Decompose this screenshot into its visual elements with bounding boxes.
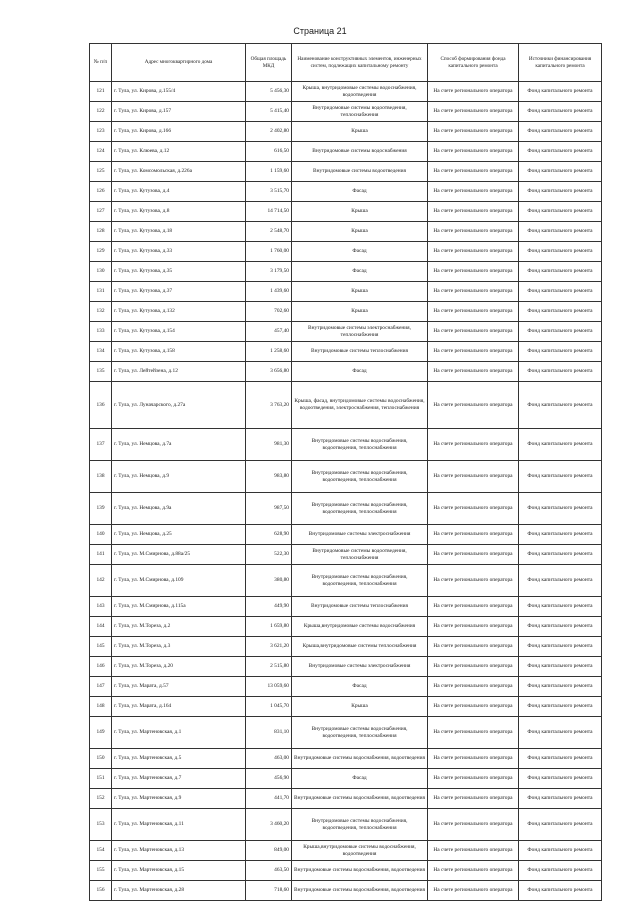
row-address: г. Тула, ул. Кутузова, д.158 (112, 342, 246, 362)
row-works: Крыша, фасад, внутридомовые системы водоснабжения, водоотведения, электроснабжения, теплоснабжения (292, 382, 428, 429)
row-address: г. Тула, ул. Немцова, д.9а (112, 493, 246, 525)
row-address: г. Тула, ул. Кутузова, д.132 (112, 302, 246, 322)
row-address: г. Тула, ул. Кутузова, д.4 (112, 182, 246, 202)
row-works: Фасад (292, 242, 428, 262)
page-title: Страница 21 (293, 26, 347, 36)
row-source: Фонд капитального ремонта (519, 461, 602, 493)
row-num: 156 (90, 881, 112, 901)
row-area: 987,50 (246, 493, 292, 525)
row-method: На счете регионального оператора (428, 222, 519, 242)
row-area: 5 456,30 (246, 82, 292, 102)
table-row (90, 597, 602, 617)
row-source: Фонд капитального ремонта (519, 242, 602, 262)
row-address: г. Тула, ул. Мартеновская, д.11 (112, 809, 246, 841)
row-area: 463,50 (246, 861, 292, 881)
row-source: Фонд капитального ремонта (519, 202, 602, 222)
row-num: 142 (90, 565, 112, 597)
row-num: 143 (90, 597, 112, 617)
row-address: г. Тула, ул. М.Тореза, д.20 (112, 657, 246, 677)
row-address: г. Тула, ул. М.Смирнова, д.109 (112, 565, 246, 597)
row-area: 3 621,20 (246, 637, 292, 657)
row-address: г. Тула, ул. Мартеновская, д.13 (112, 841, 246, 861)
row-works: Внутридомовые системы водоотведения (292, 162, 428, 182)
row-method: На счете регионального оператора (428, 809, 519, 841)
header-works: Наименование конструктивных элементов, инженерных систем, подлежащих капитальному ремонту (292, 44, 428, 82)
header-address: Адрес многоквартирного дома (112, 44, 246, 82)
row-area: 831,10 (246, 717, 292, 749)
row-area: 380,80 (246, 565, 292, 597)
table-row (90, 162, 602, 182)
row-source: Фонд капитального ремонта (519, 302, 602, 322)
row-method: На счете регионального оператора (428, 162, 519, 182)
row-num: 137 (90, 429, 112, 461)
row-source: Фонд капитального ремонта (519, 322, 602, 342)
row-works: Внутридомовые системы водоснабжения, водоотведения (292, 881, 428, 901)
table-row (90, 102, 602, 122)
row-num: 153 (90, 809, 112, 841)
row-num: 129 (90, 242, 112, 262)
row-area: 3 763,20 (246, 382, 292, 429)
row-num: 126 (90, 182, 112, 202)
row-address: г. Тула, ул. Кутузова, д.37 (112, 282, 246, 302)
row-source: Фонд капитального ремонта (519, 809, 602, 841)
row-source: Фонд капитального ремонта (519, 222, 602, 242)
row-area: 3 515,70 (246, 182, 292, 202)
row-area: 5 415,40 (246, 102, 292, 122)
row-num: 139 (90, 493, 112, 525)
row-method: На счете регионального оператора (428, 429, 519, 461)
table-row (90, 382, 602, 429)
row-address: г. Тула, ул. М.Смирнова, д.88а/25 (112, 545, 246, 565)
row-num: 150 (90, 749, 112, 769)
row-area: 1 659,80 (246, 617, 292, 637)
table-row (90, 461, 602, 493)
row-method: На счете регионального оператора (428, 302, 519, 322)
row-num: 146 (90, 657, 112, 677)
row-works: Внутридомовые системы водоснабжения, водоотведения, теплоснабжения (292, 429, 428, 461)
row-method: На счете регионального оператора (428, 242, 519, 262)
row-works: Фасад (292, 262, 428, 282)
row-area: 1 159,60 (246, 162, 292, 182)
row-address: г. Тула, ул. Луначарского, д.27а (112, 382, 246, 429)
table-row (90, 545, 602, 565)
row-area: 616,50 (246, 142, 292, 162)
row-source: Фонд капитального ремонта (519, 102, 602, 122)
row-address: г. Тула, ул. Кутузова, д.18 (112, 222, 246, 242)
row-source: Фонд капитального ремонта (519, 82, 602, 102)
row-method: На счете регионального оператора (428, 362, 519, 382)
header-num: № п/п (90, 44, 112, 82)
row-address: г. Тула, ул. Кутузова, д.35 (112, 262, 246, 282)
table-row (90, 617, 602, 637)
row-method: На счете регионального оператора (428, 382, 519, 429)
row-works: Внутридомовые системы водоотведения, теплоснабжения (292, 102, 428, 122)
row-method: На счете регионального оператора (428, 717, 519, 749)
row-address: г. Тула, ул. Клюева, д.12 (112, 142, 246, 162)
row-method: На счете регионального оператора (428, 677, 519, 697)
row-works: Крыша,внутридомовые системы водоснабжения, водоотведения (292, 841, 428, 861)
row-source: Фонд капитального ремонта (519, 881, 602, 901)
table-row (90, 142, 602, 162)
row-source: Фонд капитального ремонта (519, 789, 602, 809)
row-works: Внутридомовые системы электроснабжения (292, 657, 428, 677)
row-works: Крыша,внутридомовые системы теплоснабжения (292, 637, 428, 657)
row-method: На счете регионального оператора (428, 82, 519, 102)
row-method: На счете регионального оператора (428, 122, 519, 142)
table-row (90, 677, 602, 697)
row-address: г. Тула, ул. Кирова, д.157 (112, 102, 246, 122)
row-method: На счете регионального оператора (428, 322, 519, 342)
row-method: На счете регионального оператора (428, 617, 519, 637)
row-works: Внутридомовые системы теплоснабжения (292, 342, 428, 362)
row-num: 133 (90, 322, 112, 342)
table-row (90, 262, 602, 282)
row-area: 14 714,50 (246, 202, 292, 222)
row-area: 2 548,70 (246, 222, 292, 242)
row-num: 134 (90, 342, 112, 362)
row-address: г. Тула, ул. М.Тореза, д.3 (112, 637, 246, 657)
table-row (90, 717, 602, 749)
row-source: Фонд капитального ремонта (519, 122, 602, 142)
row-works: Крыша (292, 202, 428, 222)
row-works: Крыша (292, 222, 428, 242)
table-row (90, 769, 602, 789)
row-source: Фонд капитального ремонта (519, 697, 602, 717)
row-method: На счете регионального оператора (428, 545, 519, 565)
row-method: На счете регионального оператора (428, 525, 519, 545)
row-method: На счете регионального оператора (428, 789, 519, 809)
table-row (90, 881, 602, 901)
row-method: На счете регионального оператора (428, 493, 519, 525)
row-num: 138 (90, 461, 112, 493)
table-row (90, 242, 602, 262)
row-method: На счете регионального оператора (428, 182, 519, 202)
row-address: г. Тула, ул. Кутузова, д.33 (112, 242, 246, 262)
row-works: Внутридомовые системы водоснабжения, водоотведения (292, 861, 428, 881)
row-num: 128 (90, 222, 112, 242)
row-source: Фонд капитального ремонта (519, 493, 602, 525)
table-row (90, 342, 602, 362)
row-num: 148 (90, 697, 112, 717)
table-row (90, 637, 602, 657)
row-works: Крыша,внутридомовые системы водоснабжения (292, 617, 428, 637)
row-method: На счете регионального оператора (428, 282, 519, 302)
table-row (90, 202, 602, 222)
row-area: 456,90 (246, 769, 292, 789)
row-source: Фонд капитального ремонта (519, 637, 602, 657)
table-row (90, 749, 602, 769)
row-address: г. Тула, ул. Мартеновская, д.9 (112, 789, 246, 809)
row-method: На счете регионального оператора (428, 749, 519, 769)
row-address: г. Тула, ул. Кутузова, д.154 (112, 322, 246, 342)
row-method: На счете регионального оператора (428, 697, 519, 717)
row-area: 981,30 (246, 429, 292, 461)
row-address: г. Тула, ул. Марата, д.57 (112, 677, 246, 697)
row-area: 441,70 (246, 789, 292, 809)
row-method: На счете регионального оператора (428, 565, 519, 597)
row-works: Фасад (292, 769, 428, 789)
row-source: Фонд капитального ремонта (519, 282, 602, 302)
row-method: На счете регионального оператора (428, 637, 519, 657)
header-area: Общая площадь МКД (246, 44, 292, 82)
table-row (90, 657, 602, 677)
row-source: Фонд капитального ремонта (519, 749, 602, 769)
row-area: 463,00 (246, 749, 292, 769)
row-address: г. Тула, ул. Кутузова, д.8 (112, 202, 246, 222)
row-address: г. Тула, ул. Немцова, д.7а (112, 429, 246, 461)
row-num: 131 (90, 282, 112, 302)
row-works: Внутридомовые системы водоснабжения (292, 142, 428, 162)
row-area: 457,40 (246, 322, 292, 342)
row-works: Внутридомовые системы водоснабжения, водоотведения (292, 749, 428, 769)
row-address: г. Тула, ул. Кирова, д.155/4 (112, 82, 246, 102)
row-works: Крыша, внутридомовые системы водоснабжения, водоотведения (292, 82, 428, 102)
row-address: г. Тула, ул. Мартеновская, д.7 (112, 769, 246, 789)
repair-register-table (89, 43, 602, 901)
row-works: Фасад (292, 362, 428, 382)
row-address: г. Тула, ул. Мартеновская, д.15 (112, 861, 246, 881)
row-num: 140 (90, 525, 112, 545)
row-area: 1 258,60 (246, 342, 292, 362)
row-area: 3 656,80 (246, 362, 292, 382)
row-num: 136 (90, 382, 112, 429)
row-num: 127 (90, 202, 112, 222)
row-method: На счете регионального оператора (428, 262, 519, 282)
row-num: 135 (90, 362, 112, 382)
row-area: 2 402,80 (246, 122, 292, 142)
row-method: На счете регионального оператора (428, 657, 519, 677)
row-source: Фонд капитального ремонта (519, 162, 602, 182)
row-address: г. Тула, ул. Мартеновская, д.28 (112, 881, 246, 901)
row-works: Внутридомовые системы водоотведения, теплоснабжения (292, 545, 428, 565)
table-row (90, 525, 602, 545)
row-method: На счете регионального оператора (428, 202, 519, 222)
table-row (90, 493, 602, 525)
row-source: Фонд капитального ремонта (519, 429, 602, 461)
row-num: 144 (90, 617, 112, 637)
table-row (90, 302, 602, 322)
row-source: Фонд капитального ремонта (519, 262, 602, 282)
row-address: г. Тула, ул. Немцова, д.9 (112, 461, 246, 493)
row-source: Фонд капитального ремонта (519, 182, 602, 202)
row-area: 449,90 (246, 597, 292, 617)
row-num: 154 (90, 841, 112, 861)
row-address: г. Тула, ул. Марата, д.164 (112, 697, 246, 717)
row-source: Фонд капитального ремонта (519, 597, 602, 617)
row-method: На счете регионального оператора (428, 102, 519, 122)
table-row (90, 841, 602, 861)
row-works: Внутридомовые системы водоснабжения, водоотведения, теплоснабжения (292, 461, 428, 493)
table-row (90, 82, 602, 102)
row-works: Внутридомовые системы теплоснабжения (292, 597, 428, 617)
row-source: Фонд капитального ремонта (519, 657, 602, 677)
table-row (90, 697, 602, 717)
row-works: Внутридомовые системы электроснабжения, теплоснабжения (292, 322, 428, 342)
table-row (90, 789, 602, 809)
row-num: 122 (90, 102, 112, 122)
row-method: На счете регионального оператора (428, 461, 519, 493)
row-area: 702,60 (246, 302, 292, 322)
row-works: Крыша (292, 282, 428, 302)
row-address: г. Тула, ул. Мартеновская, д.5 (112, 749, 246, 769)
row-source: Фонд капитального ремонта (519, 565, 602, 597)
row-num: 132 (90, 302, 112, 322)
row-source: Фонд капитального ремонта (519, 382, 602, 429)
table-row (90, 565, 602, 597)
header-method: Способ формирования фонда капитального ремонта (428, 44, 519, 82)
row-source: Фонд капитального ремонта (519, 545, 602, 565)
row-works: Фасад (292, 677, 428, 697)
row-works: Крыша (292, 302, 428, 322)
row-area: 849,00 (246, 841, 292, 861)
table-header (90, 44, 602, 82)
row-address: г. Тула, ул. Немцова, д.25 (112, 525, 246, 545)
row-address: г. Тула, ул. Мартеновская, д.1 (112, 717, 246, 749)
row-num: 123 (90, 122, 112, 142)
row-address: г. Тула, ул. Комсомольская, д.226а (112, 162, 246, 182)
row-area: 3 179,50 (246, 262, 292, 282)
table-body (90, 82, 602, 901)
table-row (90, 809, 602, 841)
row-num: 124 (90, 142, 112, 162)
table-row (90, 429, 602, 461)
row-address: г. Тула, ул. Кирова, д.166 (112, 122, 246, 142)
row-area: 1 760,00 (246, 242, 292, 262)
row-source: Фонд капитального ремонта (519, 841, 602, 861)
row-area: 628,90 (246, 525, 292, 545)
row-source: Фонд капитального ремонта (519, 769, 602, 789)
row-works: Крыша (292, 122, 428, 142)
row-num: 121 (90, 82, 112, 102)
row-num: 141 (90, 545, 112, 565)
row-method: На счете регионального оператора (428, 861, 519, 881)
row-num: 152 (90, 789, 112, 809)
row-source: Фонд капитального ремонта (519, 342, 602, 362)
row-address: г. Тула, ул. М.Смирнова, д.115а (112, 597, 246, 617)
row-source: Фонд капитального ремонта (519, 861, 602, 881)
table-row (90, 222, 602, 242)
row-num: 155 (90, 861, 112, 881)
row-method: На счете регионального оператора (428, 881, 519, 901)
row-source: Фонд капитального ремонта (519, 617, 602, 637)
row-area: 13 059,60 (246, 677, 292, 697)
row-method: На счете регионального оператора (428, 769, 519, 789)
row-num: 145 (90, 637, 112, 657)
row-works: Внутридомовые системы электроснабжения (292, 525, 428, 545)
row-area: 2 515,80 (246, 657, 292, 677)
row-address: г. Тула, ул. Лейтейзена, д.12 (112, 362, 246, 382)
row-source: Фонд капитального ремонта (519, 525, 602, 545)
row-num: 130 (90, 262, 112, 282)
row-source: Фонд капитального ремонта (519, 717, 602, 749)
row-works: Внутридомовые системы водоснабжения, водоотведения (292, 789, 428, 809)
row-address: г. Тула, ул. М.Тореза, д.2 (112, 617, 246, 637)
row-source: Фонд капитального ремонта (519, 362, 602, 382)
row-method: На счете регионального оператора (428, 841, 519, 861)
table-row (90, 861, 602, 881)
row-method: На счете регионального оператора (428, 142, 519, 162)
row-works: Крыша (292, 697, 428, 717)
row-area: 983,80 (246, 461, 292, 493)
row-works: Внутридомовые системы водоснабжения, водоотведения, теплоснабжения (292, 565, 428, 597)
header-source: Источники финансирования капитального ремонта (519, 44, 602, 82)
row-num: 147 (90, 677, 112, 697)
row-area: 1 045,70 (246, 697, 292, 717)
table-row (90, 182, 602, 202)
row-source: Фонд капитального ремонта (519, 677, 602, 697)
row-num: 151 (90, 769, 112, 789)
table-row (90, 322, 602, 342)
table-row (90, 282, 602, 302)
row-works: Фасад (292, 182, 428, 202)
row-area: 522,30 (246, 545, 292, 565)
row-area: 718,60 (246, 881, 292, 901)
row-num: 149 (90, 717, 112, 749)
row-works: Внутридомовые системы водоснабжения, водоотведения, теплоснабжения (292, 809, 428, 841)
row-num: 125 (90, 162, 112, 182)
row-method: На счете регионального оператора (428, 597, 519, 617)
row-source: Фонд капитального ремонта (519, 142, 602, 162)
table-row (90, 362, 602, 382)
row-area: 1 439,60 (246, 282, 292, 302)
row-area: 3 460,20 (246, 809, 292, 841)
row-method: На счете регионального оператора (428, 342, 519, 362)
row-works: Внутридомовые системы водоснабжения, водоотведения, теплоснабжения (292, 493, 428, 525)
table-row (90, 122, 602, 142)
row-works: Внутридомовые системы водоснабжения, водоотведения, теплоснабжения (292, 717, 428, 749)
